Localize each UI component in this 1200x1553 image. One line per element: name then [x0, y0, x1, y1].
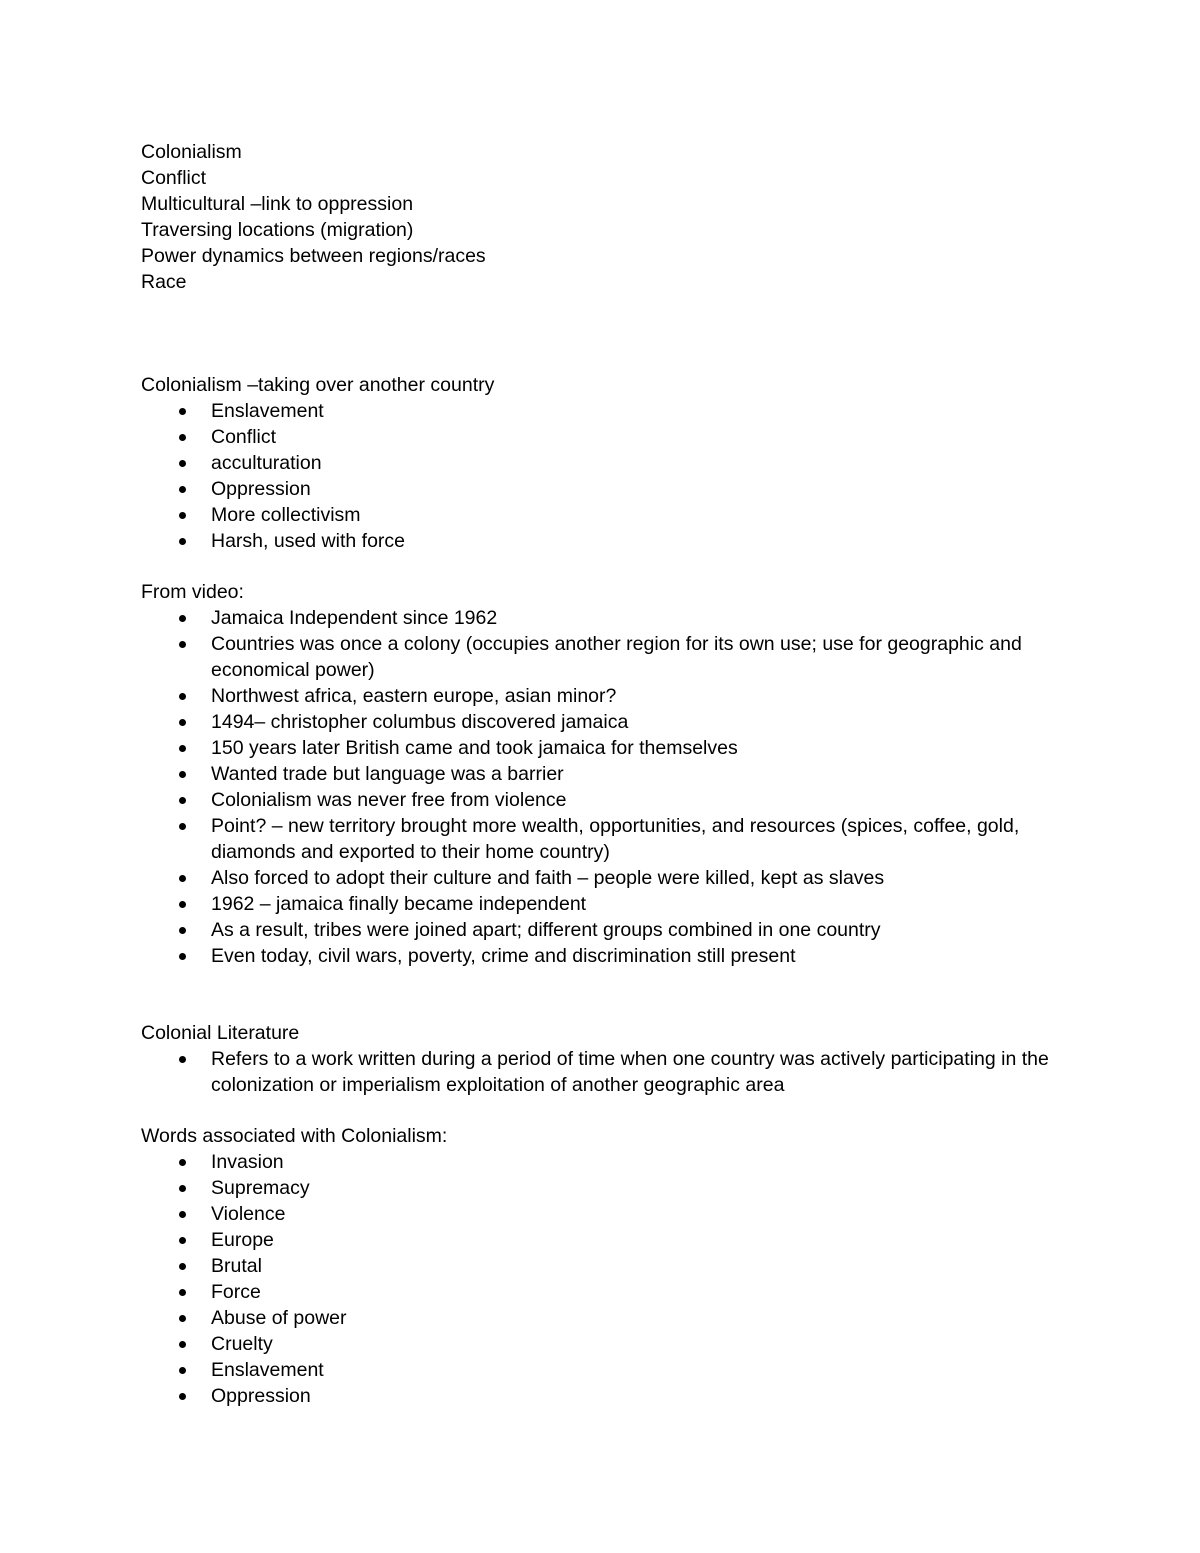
list-item-text: Brutal: [211, 1255, 262, 1277]
list-item: [141, 1149, 1071, 1175]
list-item-text: Countries was once a colony (occupies another region for its own use; use for geographic and economical power): [211, 633, 1022, 681]
bullet-icon: [179, 1289, 186, 1296]
spacer: [141, 1098, 1071, 1123]
document-page: [141, 139, 1071, 1409]
list-item: [141, 891, 1071, 917]
list-item: [141, 1046, 1071, 1098]
bullet-icon: [179, 408, 186, 415]
list-item: [141, 631, 1071, 683]
list-item: [141, 865, 1071, 891]
list-item-text: More collectivism: [211, 504, 361, 526]
bullet-icon: [179, 1185, 186, 1192]
list-item: [141, 1305, 1071, 1331]
bullet-icon: [179, 1159, 186, 1166]
list-item: [141, 735, 1071, 761]
list-item: [141, 476, 1071, 502]
bullet-icon: [179, 1393, 186, 1400]
list-item-text: Even today, civil wars, poverty, crime and discrimination still present: [211, 945, 796, 967]
list-item: [141, 1201, 1071, 1227]
topic-line: Traversing locations (migration): [141, 219, 414, 241]
list-item: [141, 1175, 1071, 1201]
list-item: [141, 761, 1071, 787]
list-item-text: Europe: [211, 1229, 274, 1251]
bullet-icon: [179, 1237, 186, 1244]
bullet-icon: [179, 1211, 186, 1218]
bullet-list: [141, 605, 1071, 969]
bullet-icon: [179, 901, 186, 908]
bullet-icon: [179, 693, 186, 700]
list-item: [141, 1331, 1071, 1357]
list-item: [141, 683, 1071, 709]
bullet-icon: [179, 434, 186, 441]
bullet-icon: [179, 745, 186, 752]
bullet-icon: [179, 1367, 186, 1374]
bullet-icon: [179, 486, 186, 493]
list-item-text: Jamaica Independent since 1962: [211, 607, 498, 629]
list-item-text: Oppression: [211, 478, 311, 500]
list-item-text: Northwest africa, eastern europe, asian minor?: [211, 685, 617, 707]
video-section: [141, 579, 1071, 969]
list-item: [141, 424, 1071, 450]
bullet-icon: [179, 1263, 186, 1270]
bullet-icon: [179, 797, 186, 804]
bullet-icon: [179, 1315, 186, 1322]
words-section: [141, 1123, 1071, 1409]
bullet-icon: [179, 927, 186, 934]
spacer: [141, 969, 1071, 1020]
list-item-text: Wanted trade but language was a barrier: [211, 763, 564, 785]
topic-line: Conflict: [141, 167, 207, 189]
list-item: [141, 1383, 1071, 1409]
list-item-text: Violence: [211, 1203, 286, 1225]
list-item-text: Supremacy: [211, 1177, 310, 1199]
spacer: [141, 295, 1071, 372]
list-item: [141, 709, 1071, 735]
list-item: [141, 502, 1071, 528]
topic-line: Multicultural –link to oppression: [141, 193, 414, 215]
bullet-icon: [179, 823, 186, 830]
list-item-text: As a result, tribes were joined apart; different groups combined in one country: [211, 919, 881, 941]
list-item: [141, 1227, 1071, 1253]
bullet-icon: [179, 512, 186, 519]
list-item-text: Harsh, used with force: [211, 530, 406, 552]
list-item: [141, 528, 1071, 554]
bullet-icon: [179, 615, 186, 622]
list-item-text: Oppression: [211, 1385, 311, 1407]
bullet-icon: [179, 460, 186, 467]
list-item-text: 150 years later British came and took jamaica for themselves: [211, 737, 738, 759]
bullet-icon: [179, 771, 186, 778]
list-item-text: Abuse of power: [211, 1307, 347, 1329]
list-item: [141, 917, 1071, 943]
list-item-text: Enslavement: [211, 400, 324, 422]
list-item-text: 1962 – jamaica finally became independent: [211, 893, 587, 915]
list-item: [141, 813, 1071, 865]
topics-list: [141, 139, 1071, 295]
list-item: [141, 1279, 1071, 1305]
bullet-icon: [179, 875, 186, 882]
list-item: [141, 398, 1071, 424]
list-item-text: 1494– christopher columbus discovered jamaica: [211, 711, 629, 733]
bullet-list: [141, 1046, 1071, 1098]
list-item: [141, 1253, 1071, 1279]
bullet-icon: [179, 1056, 186, 1063]
bullet-icon: [179, 1341, 186, 1348]
bullet-list: [141, 398, 1071, 554]
literature-section: [141, 1020, 1071, 1098]
topic-line: Colonialism: [141, 141, 242, 163]
section-heading: From video:: [141, 581, 244, 603]
list-item-text: Enslavement: [211, 1359, 324, 1381]
list-item: [141, 605, 1071, 631]
bullet-list: [141, 1149, 1071, 1409]
list-item-text: acculturation: [211, 452, 322, 474]
list-item-text: Conflict: [211, 426, 277, 448]
list-item-text: Also forced to adopt their culture and faith – people were killed, kept as slaves: [211, 867, 885, 889]
bullet-icon: [179, 953, 186, 960]
list-item-text: Refers to a work written during a period of time when one country was actively participating in the colonization or imperialism exploitation of another geographic area: [211, 1048, 1049, 1096]
bullet-icon: [179, 641, 186, 648]
list-item-text: Point? – new territory brought more wealth, opportunities, and resources (spices, coffee, gold, diamonds and exported to their home country): [211, 815, 1020, 863]
list-item: [141, 450, 1071, 476]
list-item-text: Colonialism was never free from violence: [211, 789, 567, 811]
list-item: [141, 787, 1071, 813]
spacer: [141, 554, 1071, 579]
section-heading: Colonial Literature: [141, 1022, 300, 1044]
list-item: [141, 943, 1071, 969]
list-item: [141, 1357, 1071, 1383]
list-item-text: Cruelty: [211, 1333, 273, 1355]
list-item-text: Invasion: [211, 1151, 284, 1173]
bullet-icon: [179, 719, 186, 726]
section-heading: Colonialism –taking over another country: [141, 374, 495, 396]
bullet-icon: [179, 538, 186, 545]
topic-line: Power dynamics between regions/races: [141, 245, 486, 267]
section-heading: Words associated with Colonialism:: [141, 1125, 448, 1147]
colonialism-section: [141, 372, 1071, 554]
list-item-text: Force: [211, 1281, 261, 1303]
topic-line: Race: [141, 271, 187, 293]
